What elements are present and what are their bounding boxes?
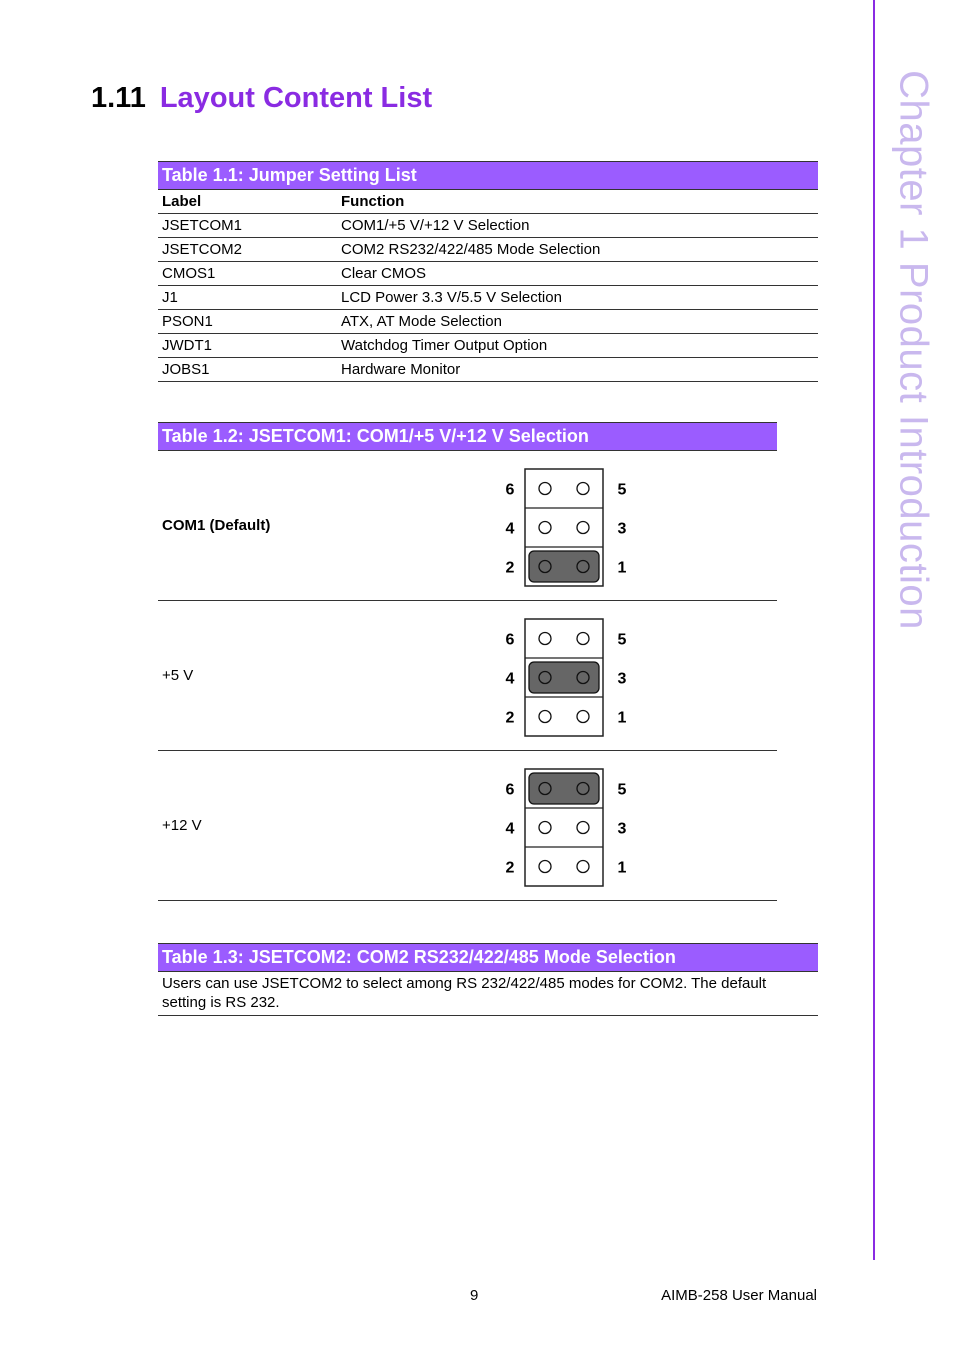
pin-number-label: 5 [617, 481, 627, 498]
column-header: Function [337, 190, 818, 214]
table-row [158, 358, 818, 382]
pin-number-label: 2 [505, 709, 515, 726]
pin-number-label: 6 [505, 781, 515, 798]
pin-number-label: 6 [505, 631, 515, 648]
function-cell: LCD Power 3.3 V/5.5 V Selection [337, 286, 818, 310]
pin-number-label: 6 [505, 481, 515, 498]
jumper-setting-table [158, 161, 818, 382]
setting-label: +5 V [158, 601, 496, 751]
label-cell: J1 [158, 286, 337, 310]
manual-title: AIMB-258 User Manual [661, 1287, 817, 1304]
jumper-row [158, 451, 777, 601]
jumper-diagram-12v [500, 763, 640, 889]
table-row [158, 310, 818, 334]
pin-number-label: 3 [617, 520, 627, 537]
table-header-row [158, 190, 818, 214]
setting-label: COM1 (Default) [158, 451, 496, 601]
section-number: 1.11 [91, 82, 146, 114]
jumper-diagram-com1 [500, 463, 640, 589]
pin-number-label: 5 [617, 631, 627, 648]
pin-number-label: 3 [617, 820, 627, 837]
table-row [158, 214, 818, 238]
label-cell: JWDT1 [158, 334, 337, 358]
jumper-row [158, 601, 777, 751]
column-header: Label [158, 190, 337, 214]
function-cell: COM1/+5 V/+12 V Selection [337, 214, 818, 238]
label-cell: JSETCOM2 [158, 238, 337, 262]
pin-number-label: 1 [617, 559, 627, 576]
description-text: Users can use JSETCOM2 to select among RS 232/422/485 modes for COM2. The default setting is RS 232. [158, 972, 818, 1016]
function-cell: ATX, AT Mode Selection [337, 310, 818, 334]
section-title: Layout Content List [159, 82, 433, 114]
page-number: 9 [470, 1287, 479, 1304]
table-caption: Table 1.2: JSETCOM1: COM1/+5 V/+12 V Selection [158, 423, 777, 451]
table-caption: Table 1.3: JSETCOM2: COM2 RS232/422/485 Mode Selection [158, 944, 818, 972]
chapter-side-label: Chapter 1 Product Introduction [891, 70, 936, 630]
label-cell: PSON1 [158, 310, 337, 334]
pin-number-label: 1 [617, 709, 627, 726]
label-cell: JSETCOM1 [158, 214, 337, 238]
jumper-cell [496, 601, 777, 751]
pin-number-label: 1 [617, 859, 627, 876]
side-rule [873, 0, 875, 1260]
table-row [158, 238, 818, 262]
function-cell: COM2 RS232/422/485 Mode Selection [337, 238, 818, 262]
pin-number-label: 4 [505, 820, 515, 837]
pin-number-label: 3 [617, 670, 627, 687]
label-cell: JOBS1 [158, 358, 337, 382]
jumper-cell [496, 451, 777, 601]
function-cell: Hardware Monitor [337, 358, 818, 382]
pin-number-label: 2 [505, 859, 515, 876]
jumper-diagram-5v [500, 613, 640, 739]
table-caption: Table 1.1: Jumper Setting List [158, 162, 818, 190]
pin-number-label: 2 [505, 559, 515, 576]
table-row [158, 972, 818, 1016]
pin-number-label: 4 [505, 520, 515, 537]
table-row [158, 286, 818, 310]
pin-number-label: 4 [505, 670, 515, 687]
jumper-row [158, 751, 777, 901]
section-heading [91, 82, 432, 115]
function-cell: Clear CMOS [337, 262, 818, 286]
table-row [158, 262, 818, 286]
jsetcom2-table [158, 943, 818, 1016]
jsetcom1-table [158, 422, 777, 901]
table-row [158, 334, 818, 358]
jumper-cell [496, 751, 777, 901]
pin-number-label: 5 [617, 781, 627, 798]
label-cell: CMOS1 [158, 262, 337, 286]
setting-label: +12 V [158, 751, 496, 901]
function-cell: Watchdog Timer Output Option [337, 334, 818, 358]
